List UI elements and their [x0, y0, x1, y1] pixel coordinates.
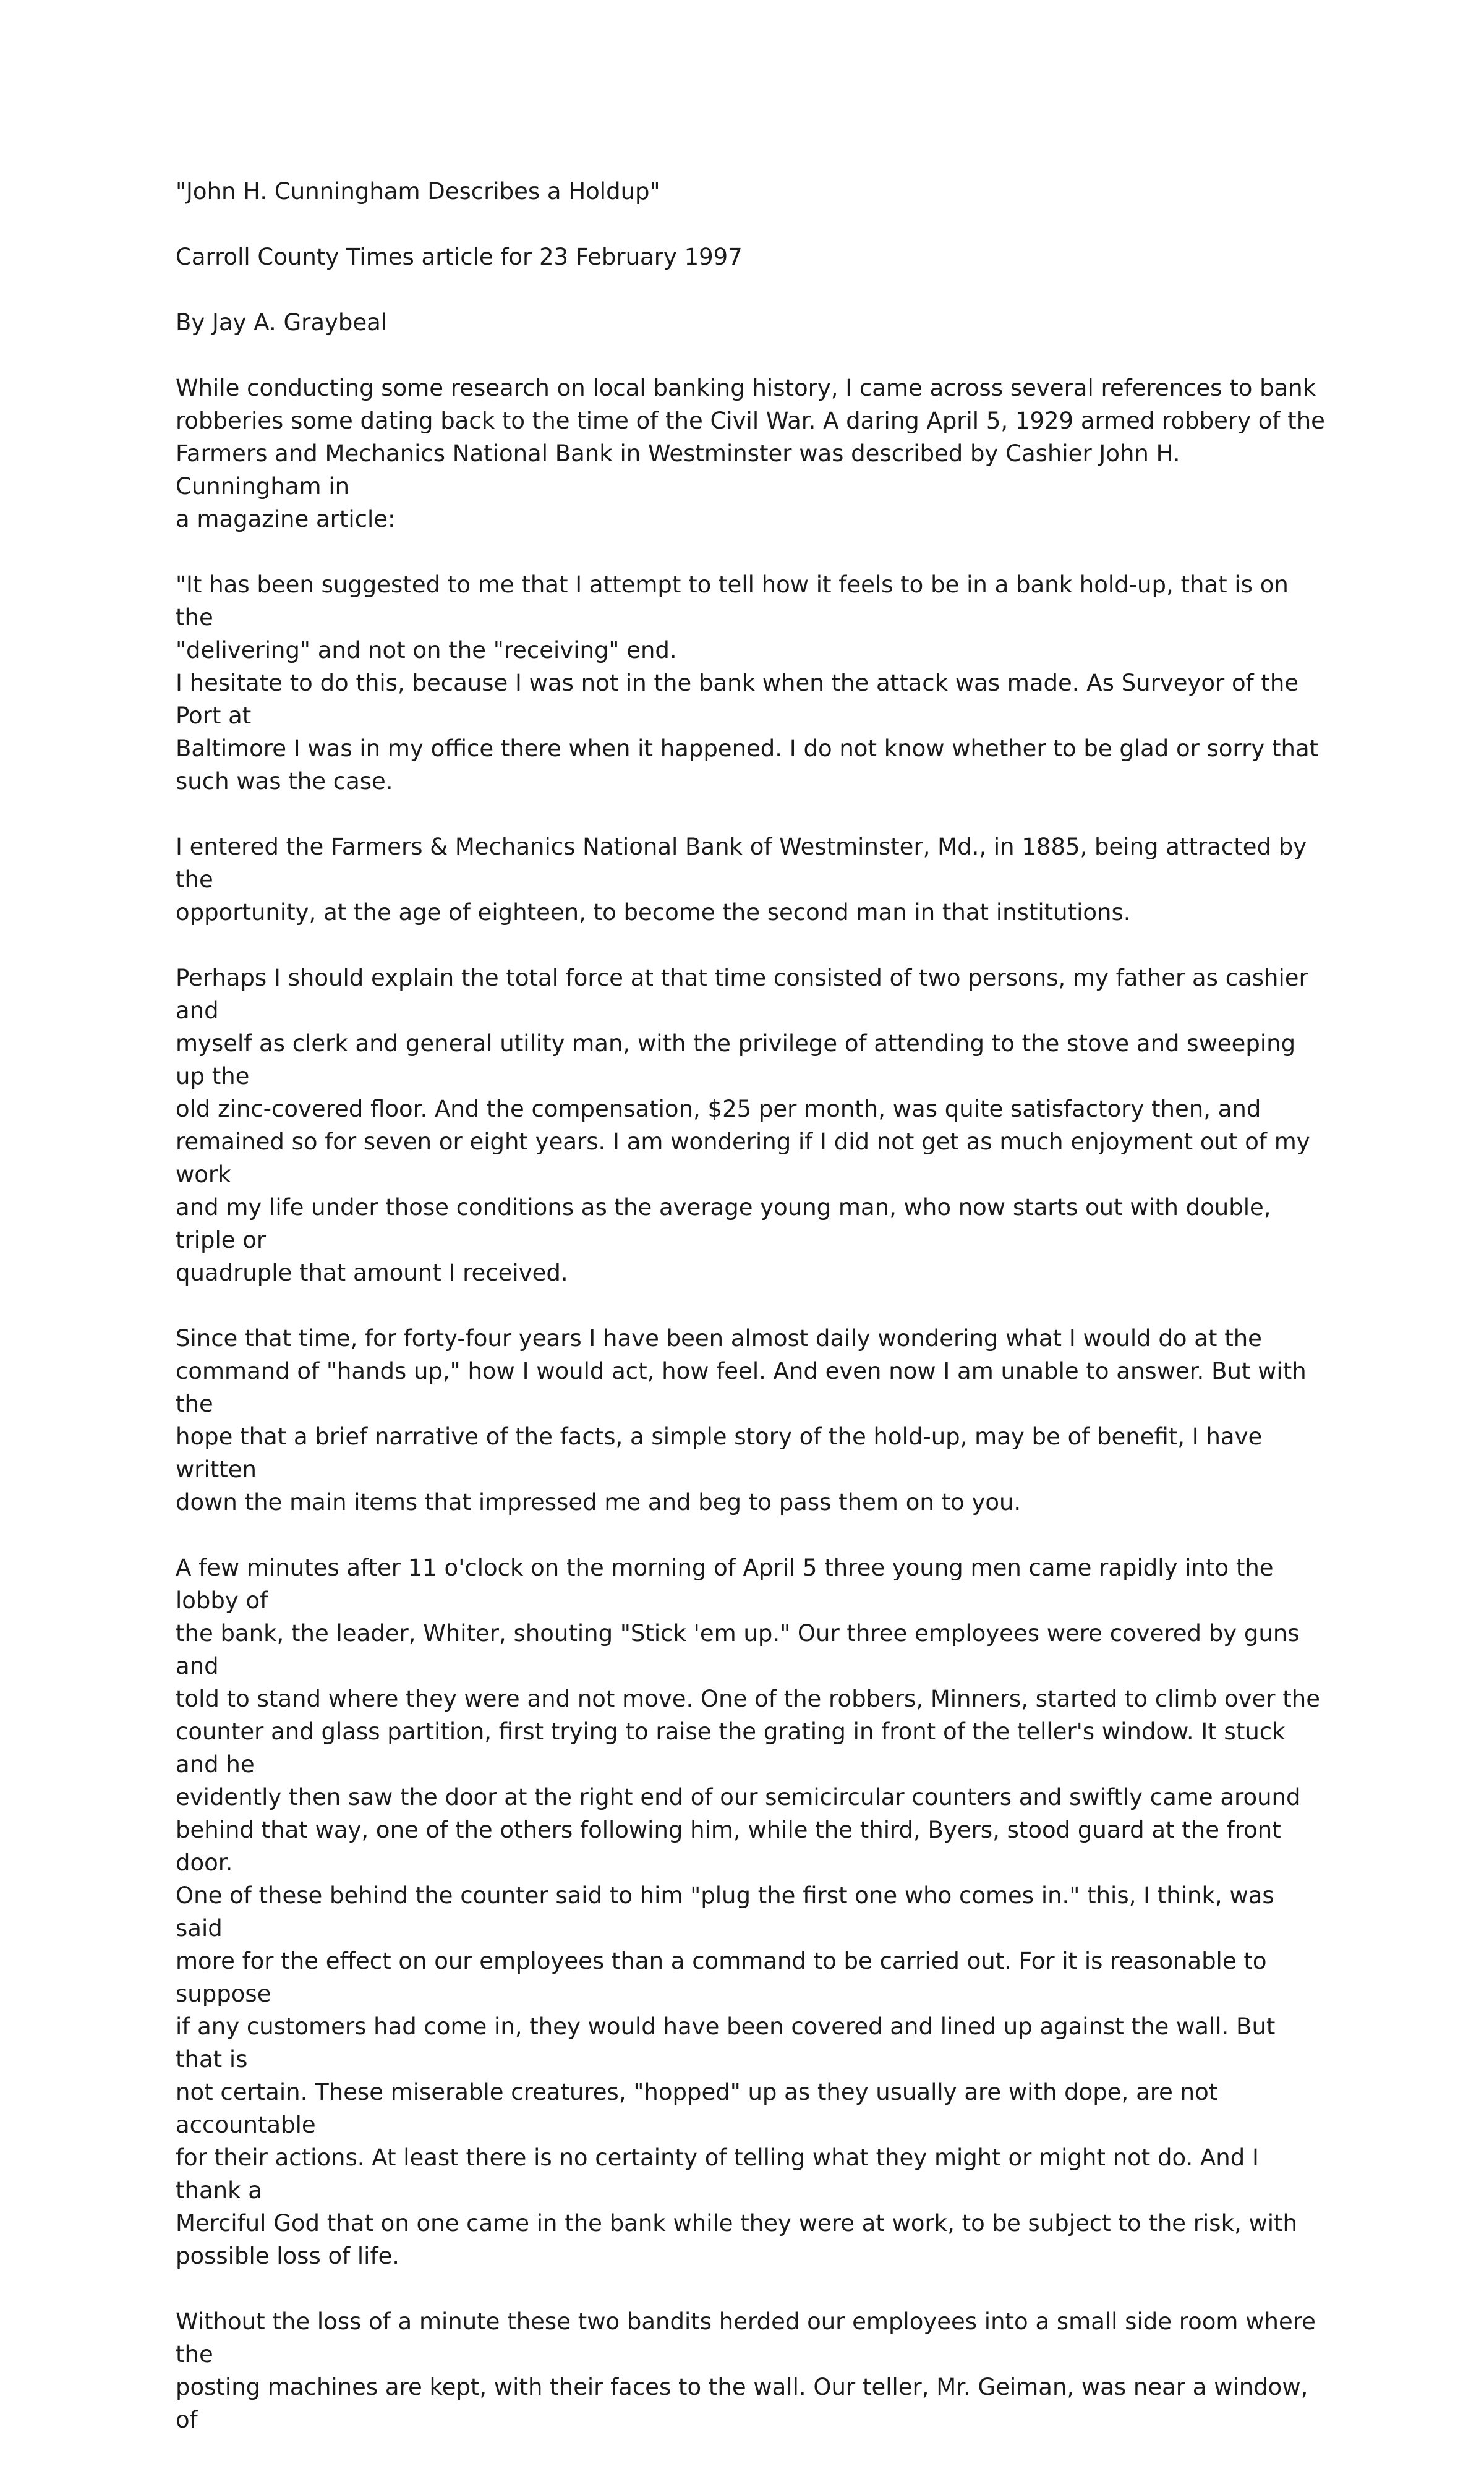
text-line: "delivering" and not on the "receiving" end.: [176, 637, 677, 663]
text-line: for their actions. At least there is no certainty of telling what they might or might not do. And I thank a: [176, 2144, 1259, 2204]
paragraph-intro: [176, 372, 1326, 535]
text-line: more for the effect on our employees than a command to be carried out. For it is reasonable to suppose: [176, 1948, 1267, 2007]
text-line: Perhaps I should explain the total force at that time consisted of two persons, my father as cashier and: [176, 965, 1308, 1024]
text-line: myself as clerk and general utility man, with the privilege of attending to the stove and sweeping up the: [176, 1030, 1296, 1090]
text-line: Merciful God that on one came in the bank while they were at work, to be subject to the risk, with: [176, 2210, 1298, 2237]
text-line: I entered the Farmers & Mechanics National Bank of Westminster, Md., in 1885, being attracted by the: [176, 834, 1307, 893]
text-line: a magazine article:: [176, 506, 396, 532]
text-line: the bank, the leader, Whiter, shouting "Stick 'em up." Our three employees were covered by guns and: [176, 1620, 1300, 1679]
text-line: quadruple that amount I received.: [176, 1260, 568, 1286]
text-line: such was the case.: [176, 768, 393, 795]
text-line: One of these behind the counter said to him "plug the first one who comes in." this, I think, was said: [176, 1882, 1274, 1942]
text-line: down the main items that impressed me and beg to pass them on to you.: [176, 1489, 1021, 1516]
text-line: not certain. These miserable creatures, "hopped" up as they usually are with dope, are not accountable: [176, 2079, 1218, 2138]
text-line: A few minutes after 11 o'clock on the morning of April 5 three young men came rapidly into the lobby of: [176, 1554, 1274, 1614]
article-source: Carroll County Times article for 23 February 1997: [176, 244, 743, 270]
text-line: hope that a brief narrative of the facts, a simple story of the hold-up, may be of benefit, I have written: [176, 1423, 1263, 1483]
article-title: "John H. Cunningham Describes a Holdup": [176, 178, 660, 205]
text-line: command of "hands up," how I would act, how feel. And even now I am unable to answer. But with the: [176, 1358, 1307, 1417]
article-byline: By Jay A. Graybeal: [176, 309, 388, 336]
text-line: Without the loss of a minute these two bandits herded our employees into a small side room where the: [176, 2308, 1316, 2368]
text-line: and my life under those conditions as the average young man, who now starts out with double, triple or: [176, 1194, 1271, 1253]
text-line: "It has been suggested to me that I attempt to tell how it feels to be in a bank hold-up, that is on the: [176, 571, 1289, 631]
paragraph-total-force: [176, 962, 1326, 1289]
text-line: posting machines are kept, with their faces to the wall. Our teller, Mr. Geiman, was near a window, of: [176, 2374, 1308, 2433]
text-line: if any customers had come in, they would have been covered and lined up against the wall. But that is: [176, 2013, 1276, 2073]
text-line: counter and glass partition, first trying to raise the grating in front of the teller's window. It stuck and he: [176, 1718, 1286, 1778]
text-line: While conducting some research on local banking history, I came across several references to bank: [176, 375, 1316, 401]
text-line: opportunity, at the age of eighteen, to become the second man in that institutions.: [176, 899, 1131, 926]
text-line: robberies some dating back to the time of the Civil War. A daring April 5, 1929 armed robbery of the: [176, 407, 1325, 434]
text-line: remained so for seven or eight years. I am wondering if I did not get as much enjoyment out of my work: [176, 1128, 1310, 1188]
paragraph-hesitate: [176, 667, 1326, 798]
paragraph-quote-opening: [176, 568, 1326, 667]
document-body: [176, 175, 1326, 2469]
text-line: evidently then saw the door at the right end of our semicircular counters and swiftly came around: [176, 1784, 1301, 1810]
paragraph-herded: [176, 2305, 1326, 2436]
text-line: Baltimore I was in my office there when it happened. I do not know whether to be glad or sorry that: [176, 735, 1319, 762]
paragraph-forty-four-years: [176, 1322, 1326, 1519]
text-line: old zinc-covered floor. And the compensation, $25 per month, was quite satisfactory then, and: [176, 1096, 1261, 1122]
text-line: behind that way, one of the others following him, while the third, Byers, stood guard at the front door.: [176, 1817, 1281, 1876]
text-line: possible loss of life.: [176, 2243, 400, 2269]
text-line: told to stand where they were and not move. One of the robbers, Minners, started to climb over the: [176, 1686, 1320, 1712]
text-line: Since that time, for forty-four years I have been almost daily wondering what I would do at the: [176, 1325, 1262, 1352]
text-line: I hesitate to do this, because I was not in the bank when the attack was made. As Surveyor of the Port at: [176, 670, 1299, 729]
text-line: Farmers and Mechanics National Bank in Westminster was described by Cashier John H. Cunningham in: [176, 440, 1180, 500]
paragraph-holdup-narrative: [176, 1551, 1326, 2272]
paragraph-entered-bank: [176, 830, 1326, 929]
